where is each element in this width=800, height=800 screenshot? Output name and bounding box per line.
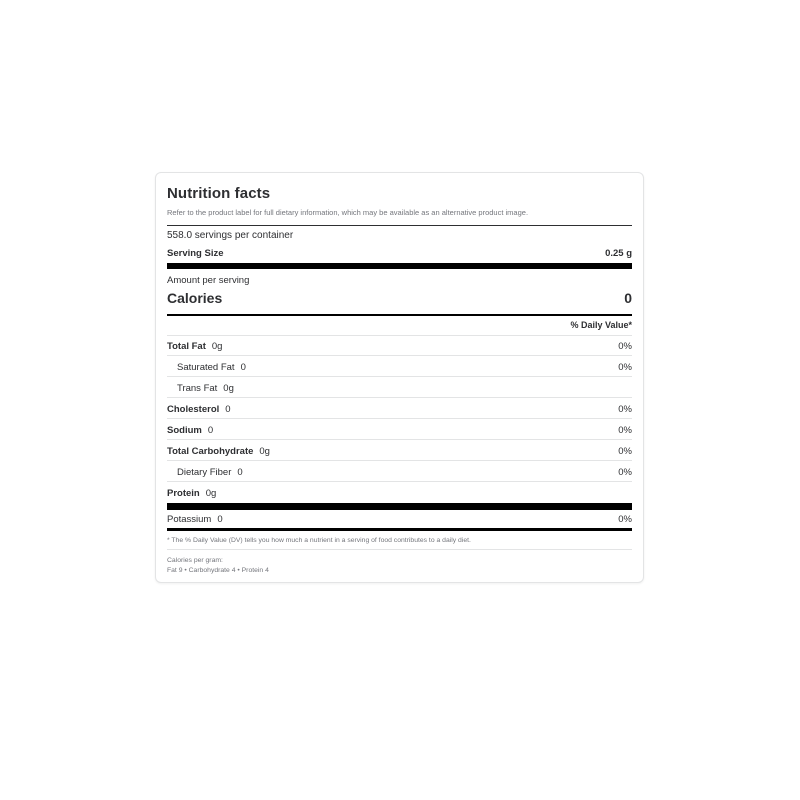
serving-size-label: Serving Size [167,248,224,259]
nutrient-label [167,467,243,478]
nutrient-row [167,488,632,499]
disclaimer-text: Refer to the product label for full dietary information, which may be available as an alternative product image. [167,208,529,217]
nutrition-facts-card [155,172,644,583]
amount-per-serving-label: Amount per serving [167,275,250,286]
nutrient-amount: 0g [223,383,234,394]
nutrient-label [167,404,231,415]
nutrient-name: Saturated Fat [177,362,235,373]
nutrition-facts-title: Nutrition facts [167,185,271,202]
nutrient-label [167,446,270,457]
medium-divider [167,528,632,531]
calories-per-gram-values: Fat 9 • Carbohydrate 4 • Protein 4 [167,567,269,574]
calories-per-gram [167,556,269,576]
nutrient-name: Protein [167,488,200,499]
divider [167,397,632,398]
nutrient-amount: 0 [240,362,246,373]
nutrient-daily-value: 0% [618,425,632,436]
nutrient-name: Sodium [167,425,202,436]
nutrient-row [167,467,632,478]
calories-row [167,290,632,306]
nutrient-name: Dietary Fiber [177,467,232,478]
medium-divider [167,314,632,316]
nutrient-row [167,425,632,436]
nutrient-daily-value: 0% [618,446,632,457]
nutrient-label [167,425,213,436]
daily-value-header: % Daily Value* [570,320,632,330]
nutrient-name: Cholesterol [167,404,220,415]
nutrient-label [167,341,222,352]
nutrient-row [167,404,632,415]
potassium-row [167,514,632,525]
nutrient-row [167,341,632,352]
nutrient-daily-value: 0% [618,514,632,525]
nutrient-row [167,383,632,394]
divider [167,549,632,550]
nutrient-daily-value: 0% [618,404,632,415]
nutrient-name: Total Carbohydrate [167,446,254,457]
nutrient-row [167,446,632,457]
nutrient-label [167,488,216,499]
divider [167,439,632,440]
serving-size-value: 0.25 g [605,248,632,259]
nutrient-name: Trans Fat [177,383,218,394]
nutrient-daily-value: 0% [618,362,632,373]
nutrient-label [167,383,234,394]
thick-divider [167,503,632,510]
nutrient-name: Potassium [167,514,212,525]
nutrient-row [167,362,632,373]
daily-value-footnote: * The % Daily Value (DV) tells you how much a nutrient in a serving of food contributes to a daily diet. [167,537,471,544]
nutrient-name: Total Fat [167,341,206,352]
nutrient-amount: 0 [207,425,214,436]
serving-size-row [167,248,632,259]
divider [167,460,632,461]
nutrient-amount: 0g [211,341,223,352]
calories-value: 0 [624,290,632,306]
divider [167,225,632,226]
nutrient-label [167,362,246,373]
divider [167,418,632,419]
calories-label: Calories [167,290,223,306]
nutrient-daily-value: 0% [618,467,632,478]
nutrient-amount: 0g [259,446,270,457]
divider [167,335,632,336]
divider [167,376,632,377]
potassium-label [167,514,223,525]
divider [167,355,632,356]
thick-divider [167,263,632,269]
divider [167,481,632,482]
servings-per-container: 558.0 servings per container [167,230,294,241]
nutrient-amount: 0 [237,467,243,478]
nutrient-amount: 0 [225,404,231,415]
nutrient-daily-value: 0% [618,341,632,352]
nutrient-amount: 0 [217,514,223,525]
nutrient-amount: 0g [205,488,217,499]
calories-per-gram-label: Calories per gram: [167,557,223,564]
